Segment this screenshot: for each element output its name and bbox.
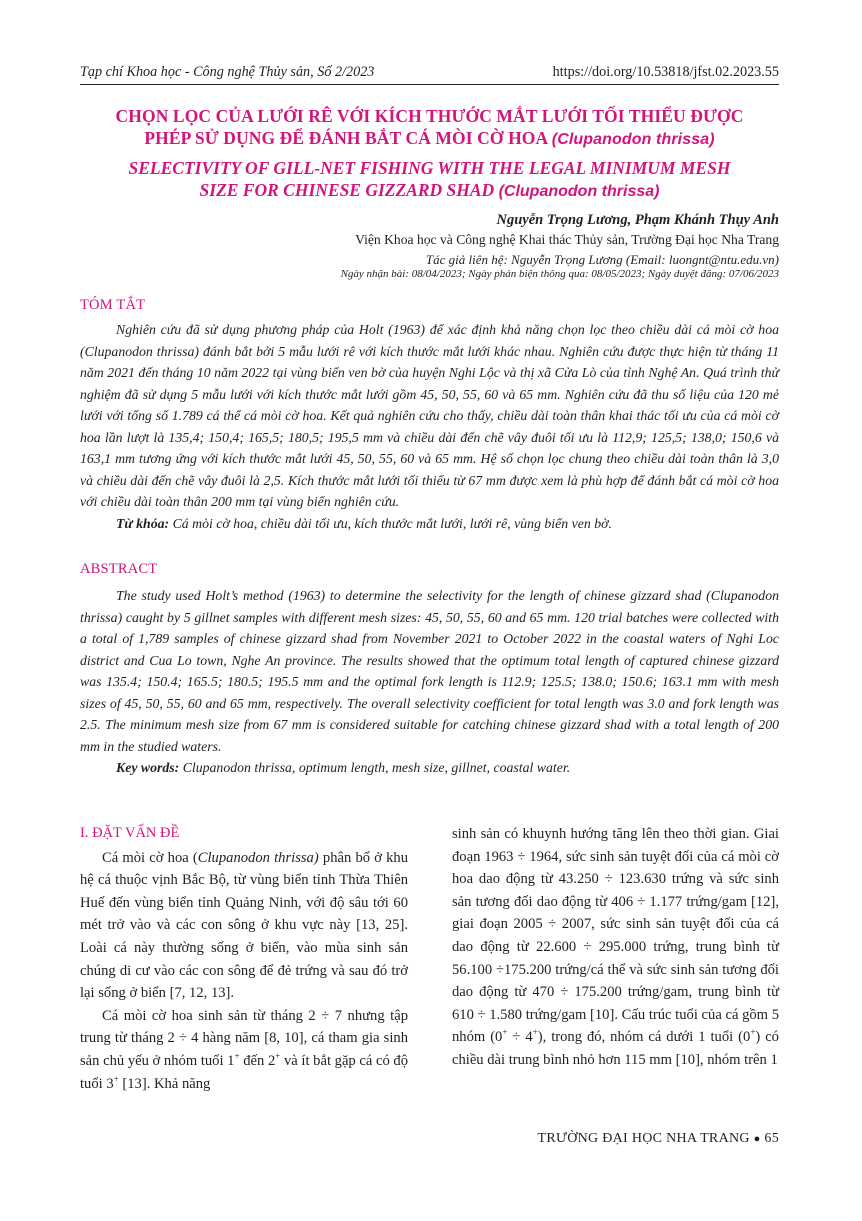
abstract-heading: ABSTRACT: [80, 561, 158, 577]
p2-text-c: và ít bắt gặp cá có độ tuổi 3: [80, 1052, 409, 1092]
author-names: Nguyễn Trọng Lương, Phạm Khánh Thụy Anh: [496, 212, 779, 228]
header-rule: [80, 84, 779, 85]
title-en-line2: SIZE FOR CHINESE GIZZARD SHAD: [199, 180, 495, 200]
summary-vi: [80, 319, 779, 534]
sup-plus: +: [234, 1051, 240, 1062]
abstract-keywords: [80, 757, 779, 779]
intro-paragraph-2: [80, 1005, 408, 1095]
title-english: [80, 157, 779, 203]
section-heading: I. ĐẶT VẤN ĐỀ: [80, 825, 180, 841]
col2-text-b: ÷ 4: [507, 1029, 533, 1046]
summary-vi-keywords: [80, 513, 779, 535]
col2-text-c: ), trong đó, nhóm cá dưới 1 tuổi (0: [537, 1029, 751, 1046]
p1-species: Clupanodon thrissa): [197, 849, 319, 866]
intro-paragraph-2-cont: [452, 823, 779, 1072]
abstract: [80, 585, 779, 779]
sup-plus: +: [532, 1027, 538, 1038]
p2-text-b: đến 2: [239, 1052, 276, 1069]
footer-bullet: ●: [753, 1132, 761, 1145]
doi-link[interactable]: https://doi.org/10.53818/jfst.02.2023.55: [552, 64, 779, 80]
submission-dates: Ngày nhận bài: 08/04/2023; Ngày phản biện thông qua: 08/05/2023; Ngày duyệt đăng: 07/06/2023: [340, 268, 779, 280]
title-block: [80, 105, 779, 203]
col2-text-d: ) có chiều dài trung bình nhỏ hơn 115 mm [10], nhóm trên 1: [452, 1029, 779, 1068]
summary-vi-keywords-label: Từ khóa:: [116, 515, 170, 531]
summary-vi-heading: TÓM TẮT: [80, 297, 146, 313]
abstract-text: The study used Holt’s method (1963) to determine the selectivity for the length of chinese gizzard shad (Clupanodon thrissa) caught by 5 gillnet samples with different mesh sizes: 45, 50, 55, 60 and 65 mm. 120 trial batches were collected with a total of 1,789 samples of chinese gizzard shad from November 2021 to October 2022 in the coastal waters of Nghi Loc district and Cua Lo town, Nghe An province. The results showed that the optimum total length of captured chinese gizzard was 135.4; 150.4; 165.5; 180.5; 195.5 mm and the optimal fork length is 112.9; 125.5; 138.0; 150.6; 163.1 mm with mesh sizes of 45, 50, 55, 60 and 65 mm, respectively. The overall selectivity coefficient for total length was 3.0 and fork length was 2.5. The minimum mesh size from 67 mm is considered suitable for catching chinese gizzard shad with a total length of 200 mm in the studied waters.: [80, 588, 779, 754]
title-en-line1: SELECTIVITY OF GILL-NET FISHING WITH THE LEGAL MINIMUM MESH: [128, 158, 731, 178]
sup-plus: +: [750, 1027, 756, 1038]
p2-text-d: [13]. Khả năng: [118, 1075, 211, 1092]
abstract-keywords-text: Clupanodon thrissa, optimum length, mesh size, gillnet, coastal water.: [182, 760, 571, 775]
title-en-species: (Clupanodon thrissa): [498, 183, 660, 200]
title-vi-species: (Clupanodon thrissa): [551, 131, 715, 148]
summary-vi-text: Nghiên cứu đã sử dụng phương pháp của Holt (1963) để xác định khả năng chọn lọc theo chiều dài cá mòi cờ hoa (Clupanodon thrissa) đánh bắt bởi 5 mẫu lưới rê với kích thước mắt lưới khác nhau. Nghiên cứu được thực hiện từ tháng 11 năm 2021 đến tháng 10 năm 2022 tại vùng biển ven bờ của huyện Nghi Lộc và thị xã Cửa Lò của tỉnh Nghệ An. Quá trình thử nghiệm đã sử dụng 5 mẫu lưới với kích thước mắt lưới gồm 45, 50, 55, 60 và 65 mm. Nghiên cứu đã thu số liệu của 120 mẻ lưới với tổng số 1.789 cá thể cá mòi cờ hoa. Kết quả nghiên cứu cho thấy, chiều dài toàn thân khai thác tối ưu của cá mòi cờ hoa lần lượt là 135,4; 150,4; 165,5; 180,5; 195,5 mm và chiều dài đến chẽ vây đuôi tối ưu là 112,9; 125,5; 138,0; 150,6 và 163,1 mm tương ứng với kích thước mắt lưới 45, 50, 55, 60 và 65 mm. Hệ số chọn lọc chung theo chiều dài toàn thân là 3,0 và chiều dài đến chẽ vây đuôi là 2,5. Kích thước mắt lưới tối thiểu từ 67 mm được xem là phù hợp để đánh bắt cá mòi cờ hoa với chiều dài toàn thân 200 mm tại vùng biển nghiên cứu.: [80, 322, 779, 509]
intro-paragraph-1: [80, 847, 408, 1005]
summary-vi-keywords-text: Cá mòi cờ hoa, chiều dài tối ưu, kích thước mắt lưới, lưới rê, vùng biển ven bờ.: [172, 515, 612, 531]
col2-text-a: sinh sản có khuynh hướng tăng lên theo thời gian. Giai đoạn 1963 ÷ 1964, sức sinh sản tuyệt đối của cá mòi cờ hoa dao động từ 43.250 ÷ 123.630 trứng và sức sinh sản tương đối dao động từ 406 ÷ 1.177 trứng/gam [12], giai đoạn 2005 ÷ 2007, sức sinh sản tuyệt đối của cá dao động từ 22.600 ÷ 295.000 trứng, trung bình từ 56.100 ÷175.200 trứng/cá thể và sức sinh sản tương đối dao động từ 470 ÷ 175.200 trứng/gam, trung bình từ 610 ÷ 1.580 trứng/gam [10]. Cấu trúc tuổi của cá gồm 5 nhóm (0: [452, 826, 779, 1046]
p2-text-a: Cá mòi cờ hoa sinh sản từ tháng 2 ÷ 7 nhưng tập trung từ tháng 2 ÷ 4 hàng năm [8, 10], cá tham gia sinh sản chủ yếu ở nhóm tuổi 1: [80, 1007, 408, 1069]
p1-text-b: phân bố ở khu hệ cá thuộc vịnh Bắc Bộ, từ vùng biển tỉnh Thừa Thiên Huế đến vùng biển tỉnh Quảng Ninh, với độ sâu tới 60 mét trở vào và các con sông ở khu vực này [13, 25]. Loài cá này thường sống ở biển, vào mùa sinh sản chúng di cư vào các con sông để đẻ trứng và sau đó trở lại sống ở biển [7, 12, 13].: [80, 849, 409, 1002]
title-vi-line1: CHỌN LỌC CỦA LƯỚI RÊ VỚI KÍCH THƯỚC MẮT LƯỚI TỐI THIỂU ĐƯỢC: [115, 106, 744, 126]
column-left: [80, 822, 408, 1095]
footer-university: TRƯỜNG ĐẠI HỌC NHA TRANG: [537, 1131, 750, 1146]
p1-text-a: Cá mòi cờ hoa (: [102, 849, 198, 866]
title-vi-line2: PHÉP SỬ DỤNG ĐỂ ĐÁNH BẮT CÁ MÒI CỜ HOA: [144, 128, 548, 148]
journal-name: Tạp chí Khoa học - Công nghệ Thủy sản, Số 2/2023: [80, 64, 375, 80]
sup-plus: +: [113, 1073, 119, 1084]
page-number: 65: [764, 1131, 779, 1146]
column-right: [452, 823, 779, 1072]
abstract-keywords-label: Key words:: [116, 760, 180, 775]
title-vietnamese: [80, 105, 779, 151]
sup-plus: +: [502, 1027, 508, 1038]
author-contact: Tác giả liên hệ: Nguyễn Trọng Lương (Email: luongnt@ntu.edu.vn): [425, 252, 779, 267]
author-institution: Viện Khoa học và Công nghệ Khai thác Thủy sản, Trường Đại học Nha Trang: [355, 232, 779, 247]
page-footer: [538, 1131, 779, 1147]
sup-plus: +: [275, 1051, 281, 1062]
author-block: [355, 210, 779, 269]
